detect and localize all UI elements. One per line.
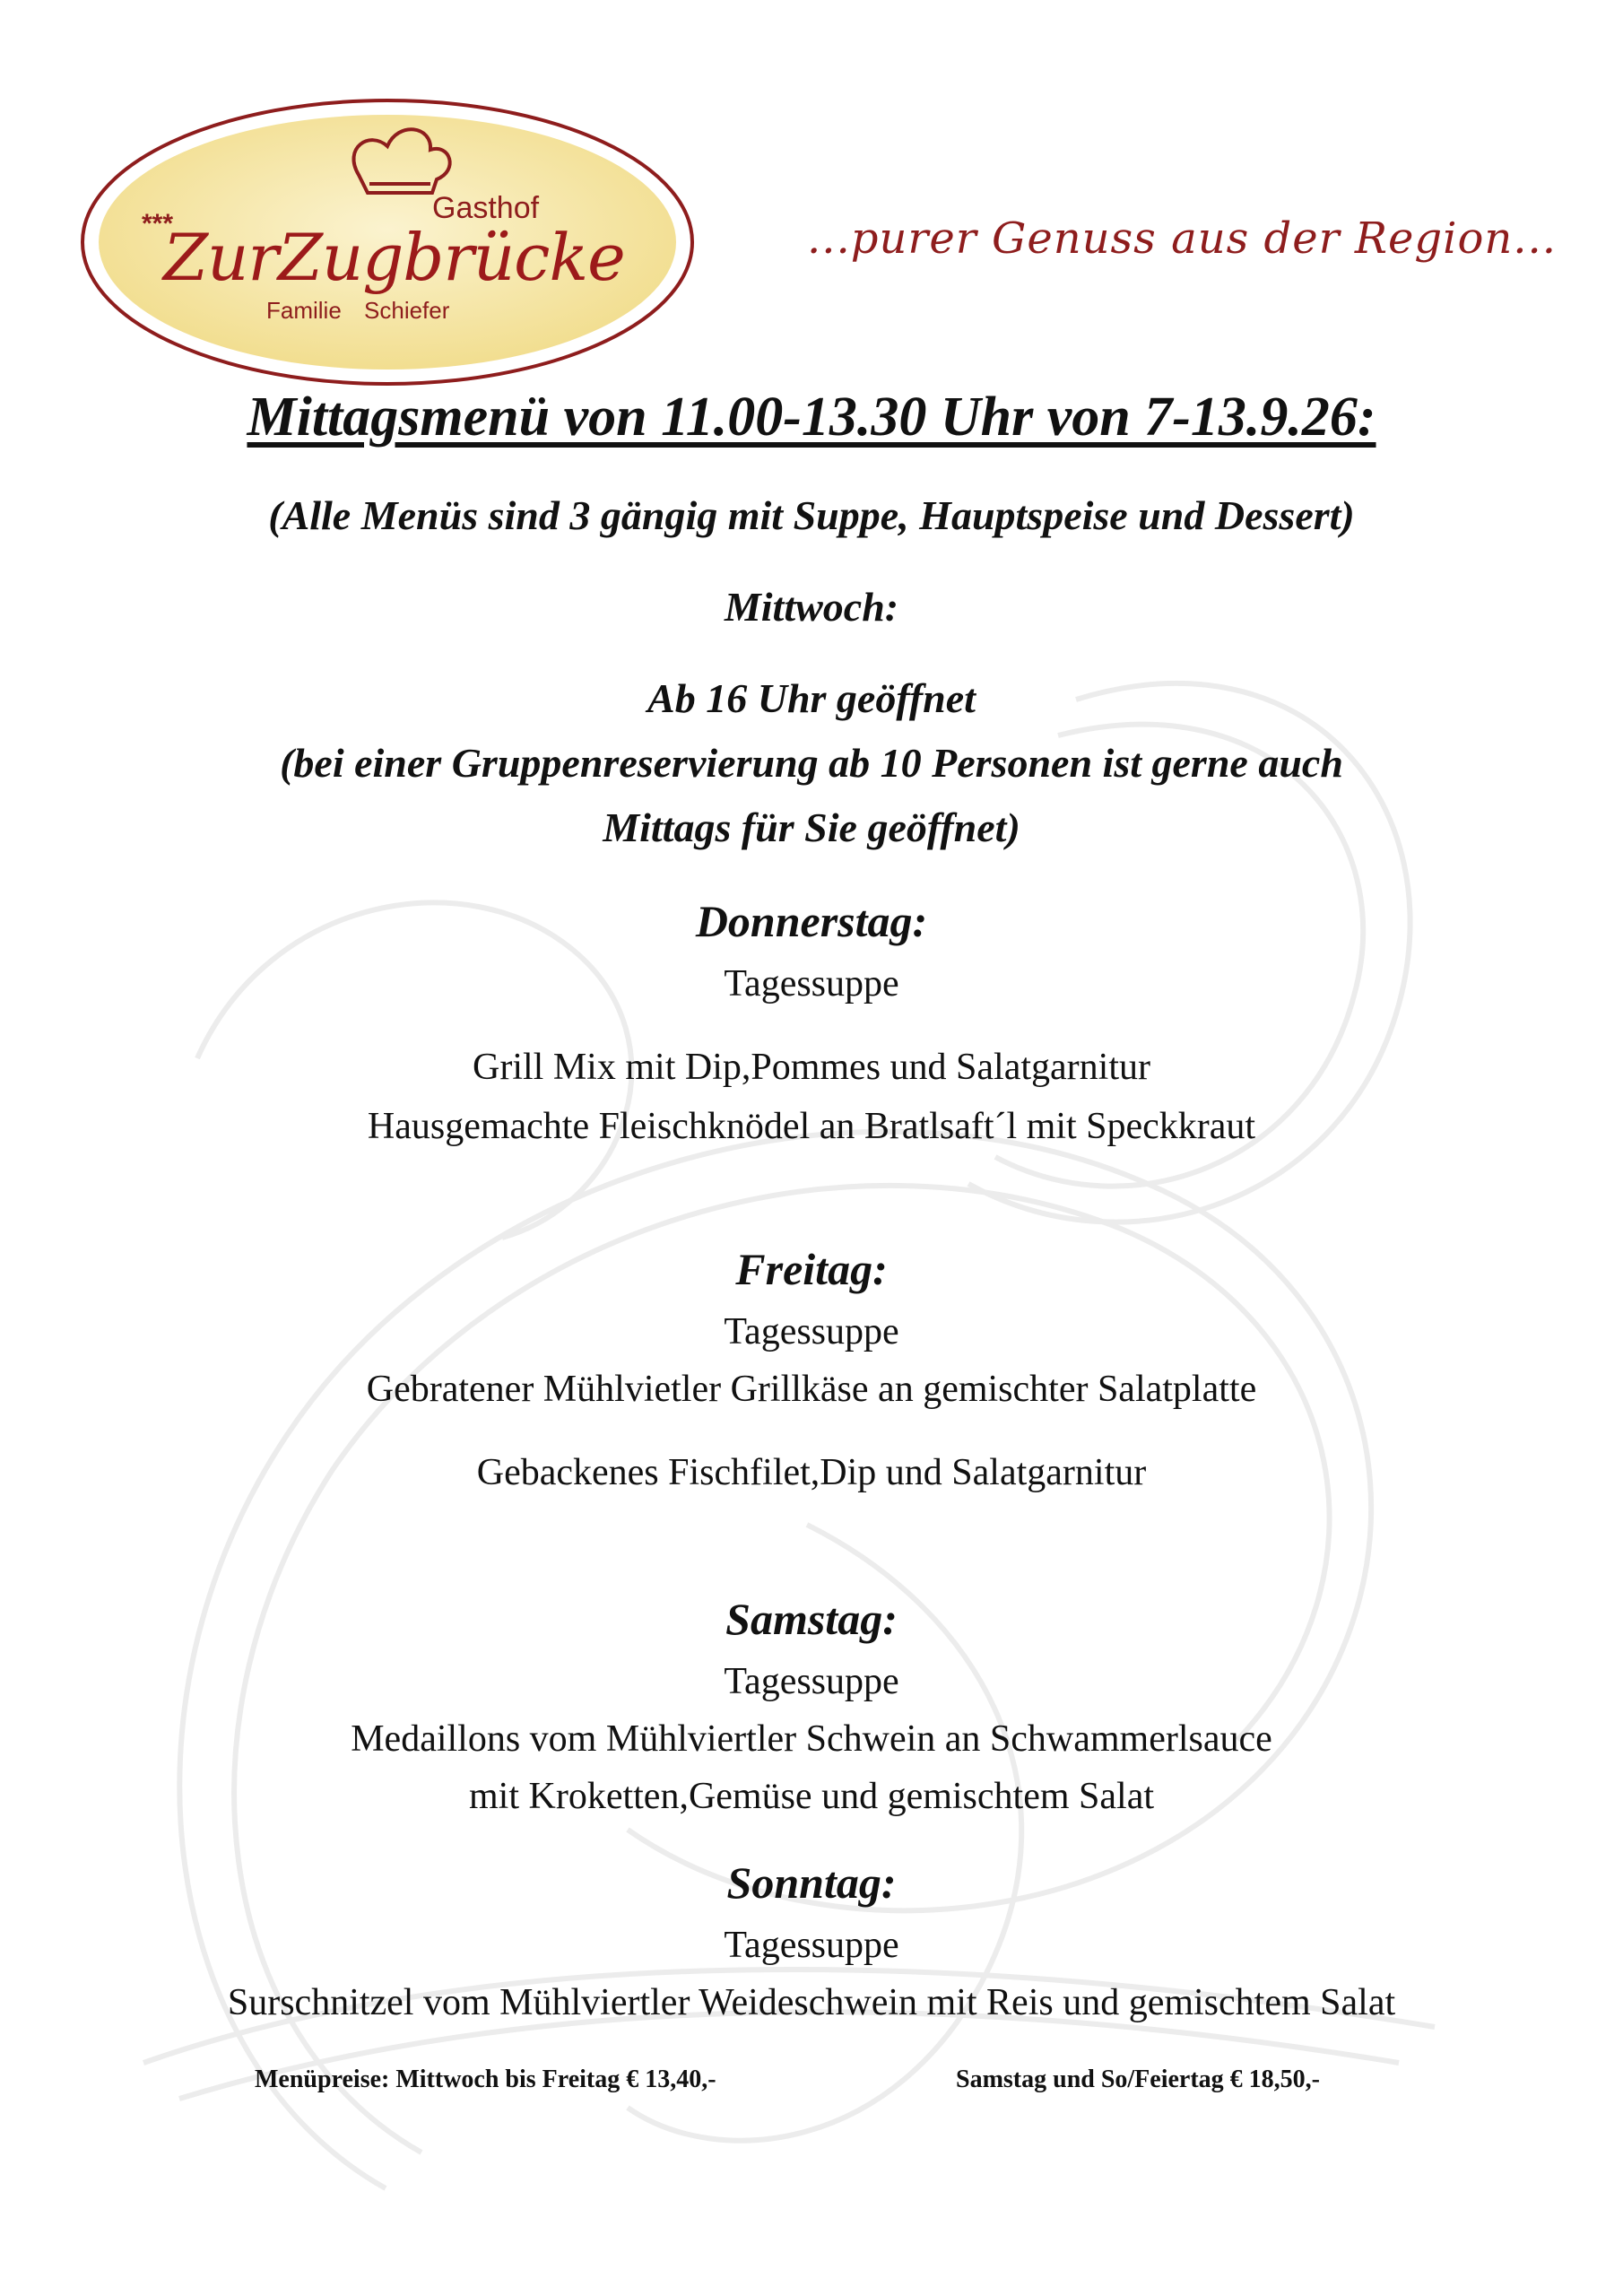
mittwoch-line-3: Mittags für Sie geöffnet) bbox=[603, 804, 1020, 850]
samstag-dish-1: Medaillons vom Mühlviertler Schwein an Schwammerlsauce bbox=[351, 1718, 1272, 1760]
menu-subtitle: (Alle Menüs sind 3 gängig mit Suppe, Hauptspeise und Dessert) bbox=[268, 492, 1355, 538]
page-title: Mittagsmenü von 11.00-13.30 Uhr von 7-13.9.26: bbox=[247, 387, 1376, 448]
mittwoch-line-2: (bei einer Gruppenreservierung ab 10 Personen ist gerne auch bbox=[280, 740, 1343, 786]
freitag-soup: Tagessuppe bbox=[724, 1311, 899, 1352]
freitag-dish-2: Gebackenes Fischfilet,Dip und Salatgarnitur bbox=[476, 1452, 1147, 1493]
freitag-dish-1: Gebratener Mühlvietler Grillkäse an gemischter Salatplatte bbox=[366, 1369, 1257, 1410]
day-heading-sonntag: Sonntag: bbox=[726, 1857, 897, 1908]
mittwoch-line-1: Ab 16 Uhr geöffnet bbox=[647, 675, 976, 721]
tagline: ...purer Genuss aus der Region... bbox=[807, 213, 1558, 264]
price-weekday: Menüpreise: Mittwoch bis Freitag € 13,40,- bbox=[255, 2066, 716, 2093]
logo-name: ZurZugbrücke bbox=[163, 220, 625, 295]
restaurant-logo bbox=[74, 94, 701, 390]
sonntag-dish-1: Surschnitzel vom Mühlviertler Weideschwein mit Reis und gemischtem Salat bbox=[227, 1982, 1396, 2023]
donnerstag-dish-2: Hausgemachte Fleischknödel an Bratlsaft´l mit Speckkraut bbox=[367, 1106, 1256, 1147]
day-heading-samstag: Samstag: bbox=[725, 1594, 898, 1644]
day-heading-freitag: Freitag: bbox=[735, 1244, 888, 1294]
sonntag-soup: Tagessuppe bbox=[724, 1925, 899, 1966]
logo-stars: *** bbox=[142, 209, 174, 239]
samstag-soup: Tagessuppe bbox=[724, 1661, 899, 1702]
samstag-dish-2: mit Kroketten,Gemüse und gemischtem Salat bbox=[469, 1776, 1154, 1817]
day-heading-mittwoch: Mittwoch: bbox=[724, 584, 899, 630]
logo-family: Familie Schiefer bbox=[266, 297, 450, 324]
donnerstag-dish-1: Grill Mix mit Dip,Pommes und Salatgarnitur bbox=[473, 1047, 1150, 1088]
price-weekend: Samstag und So/Feiertag € 18,50,- bbox=[956, 2066, 1320, 2093]
logo-gasthof: Gasthof bbox=[432, 191, 540, 225]
day-heading-donnerstag: Donnerstag: bbox=[695, 896, 928, 946]
donnerstag-soup: Tagessuppe bbox=[724, 963, 899, 1004]
